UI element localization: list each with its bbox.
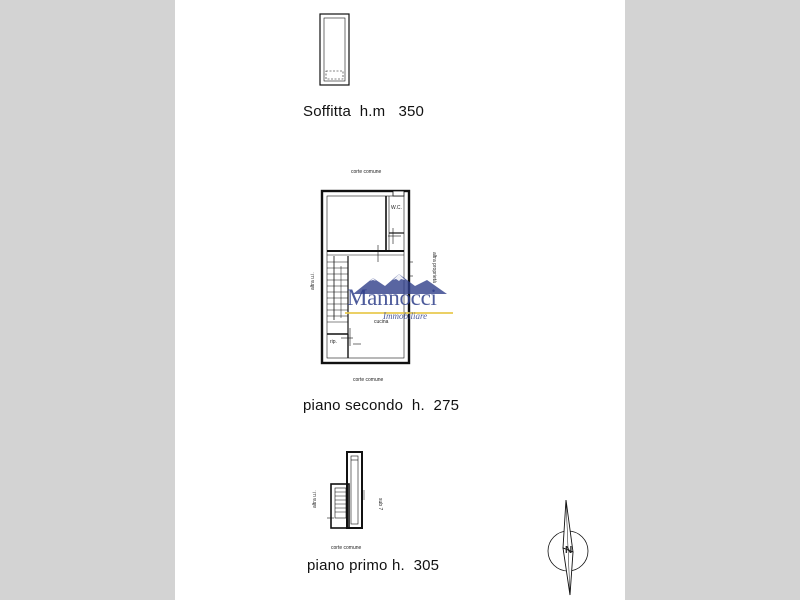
other-unit-second-floor-label: altra u.i. bbox=[310, 272, 316, 290]
first-floor-plan bbox=[327, 452, 364, 528]
floor-plan-page bbox=[175, 0, 625, 600]
sub7-label: sub 7 bbox=[377, 498, 383, 511]
first-floor-title: piano primo h. 305 bbox=[307, 557, 440, 574]
other-unit-first-floor-label: altra u.i. bbox=[312, 490, 318, 508]
other-property-label: altra proprietà bbox=[431, 252, 437, 283]
common-courtyard-bottom-label: corte comune bbox=[353, 377, 384, 383]
common-courtyard-top-label: corte comune bbox=[351, 169, 382, 175]
logo-subtitle-text: Immobiliare bbox=[383, 311, 428, 321]
mannocci-logo-watermark bbox=[343, 272, 459, 324]
second-floor-title: piano secondo h. 275 bbox=[303, 397, 460, 414]
storage-room-label: rip. bbox=[330, 339, 337, 345]
common-courtyard-first-floor-label: corte comune bbox=[331, 545, 362, 551]
attic-plan bbox=[320, 14, 349, 85]
kitchen-room-label: cucina bbox=[374, 319, 389, 325]
logo-name-text: Mannocci bbox=[347, 285, 437, 310]
wc-room-label: W.C. bbox=[391, 205, 402, 211]
compass-north-letter: N bbox=[565, 545, 573, 556]
attic-floor-title: Soffitta h.m 350 bbox=[303, 103, 425, 120]
